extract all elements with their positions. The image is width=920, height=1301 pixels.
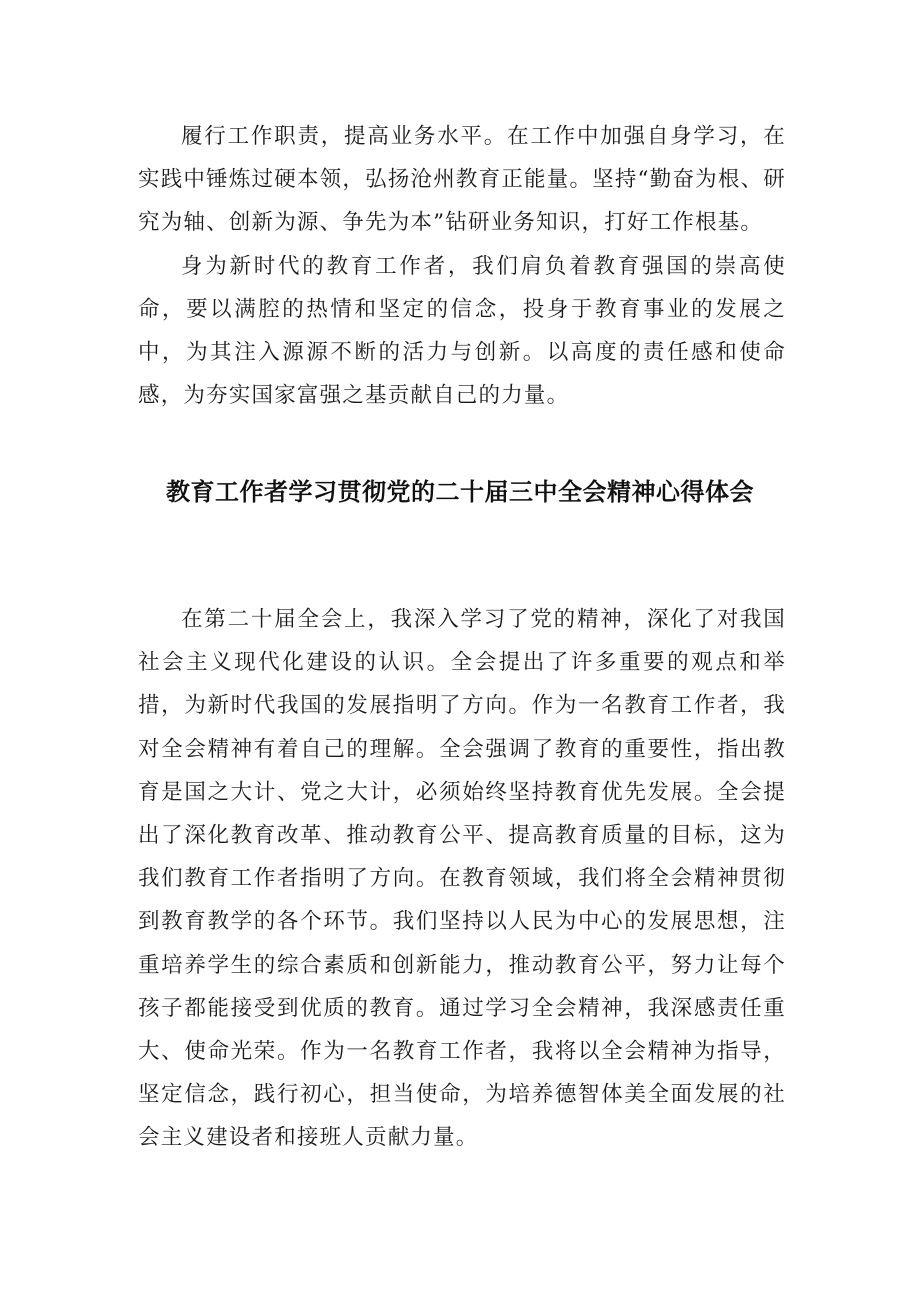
paragraph: 在第二十届全会上，我深入学习了党的精神，深化了对我国社会主义现代化建设的认识。全会提出了许多重要的观点和举措，为新时代我国的发展指明了方向。作为一名教育工作者，我对全会精神有着自己的理解。全会强调了教育的重要性，指出教育是国之大计、党之大计，必须始终坚持教育优先发展。全会提出了深化教育改革、推动教育公平、提高教育质量的目标，这为我们教育工作者指明了方向。在教育领域，我们将全会精神贯彻到教育教学的各个环节。我们坚持以人民为中心的发展思想，注重培养学生的综合素质和创新能力，推动教育公平，努力让每个孩子都能接受到优质的教育。通过学习全会精神，我深感责任重大、使命光荣。作为一名教育工作者，我将以全会精神为指导，坚定信念，践行初心，担当使命，为培养德智体美全面发展的社会主义建设者和接班人贡献力量。 bbox=[138, 607, 786, 1151]
paragraph: 身为新时代的教育工作者，我们肩负着教育强国的崇高使命，要以满腔的热情和坚定的信念，投身于教育事业的发展之中，为其注入源源不断的活力与创新。以高度的责任感和使命感，为夯实国家富强之基贡献自己的力量。 bbox=[138, 253, 786, 409]
paragraph: 履行工作职责，提高业务水平。在工作中加强自身学习，在实践中锤炼过硬本领，弘扬沧州教育正能量。坚持“勤奋为根、研究为轴、创新为源、争先为本”钻研业务知识，打好工作根基。 bbox=[138, 124, 786, 236]
top-text-block bbox=[138, 115, 786, 417]
body-text-block bbox=[138, 598, 786, 1160]
article-title: 教育工作者学习贯彻党的二十届三中全会精神心得体会 bbox=[166, 478, 754, 506]
